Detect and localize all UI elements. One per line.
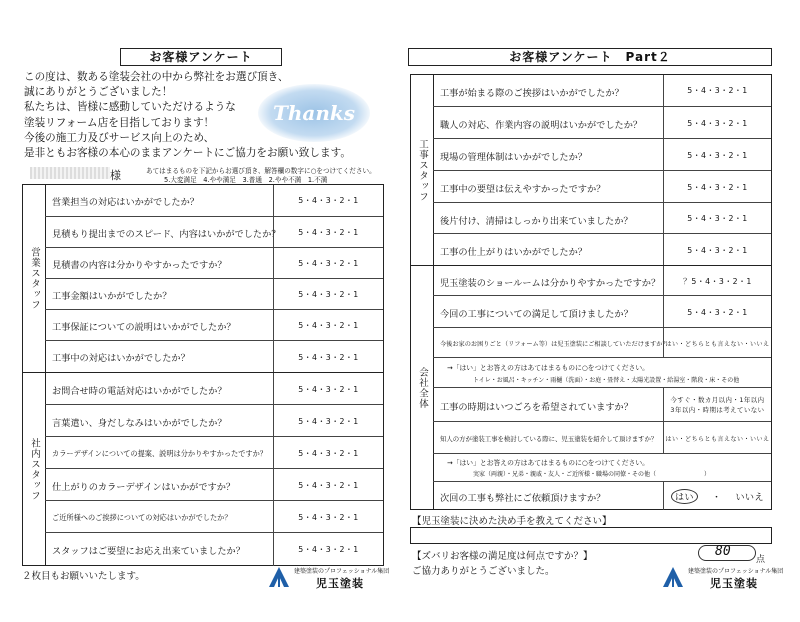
question-text: 工事金額はいかがでしたか？ [52,291,172,302]
question-text: 今回の工事についての満足して頂けましたか？ [440,309,633,320]
timing-option[interactable]: 今すぐ・数カ月以内・1年以内 [670,396,765,404]
intro-line: 今後の施工力及びサービス向上のため、 [24,131,215,144]
question-text: 知人の方が塗装工事を検討している際に、児玉塗装を紹介して頂けますか？ [440,435,658,443]
question-text: 後片付け、清掃はしっかり出来ていましたか？ [440,216,633,227]
question-row [45,278,383,310]
rating-options[interactable]: 5・4・3・2・1 [273,501,383,533]
yes-no-options[interactable] [663,482,771,510]
note-row [433,453,771,482]
question-text: 工事の仕上がりはいかがでしたか？ [440,247,587,258]
logo-tagline: 建築塗装のプロフェッショナル集団 [688,568,784,575]
section-label-office: 社内スタッフ [23,372,46,566]
score-question: 【ズバリお客様の満足度は何点ですか？】 [412,551,593,562]
question-row [45,247,383,279]
rating-options[interactable]: 5・4・3・2・1 [663,107,771,139]
survey-page-2 [400,0,800,622]
answer-options[interactable]: はい・どちらとも言えない・いいえ [663,422,771,454]
company-mark-icon [662,566,684,588]
question-row [433,106,771,139]
note-options[interactable]: 実家（両親）・兄弟・親戚・友人・ご近所様・職場の同僚・その他（ ） [473,471,711,478]
rating-options[interactable]: 5・4・3・2・1 [273,341,383,373]
rating-options[interactable]: 5・4・3・2・1 [273,310,383,341]
question-text: カラーデザインについての提案、説明は分かりやすかったですか？ [52,449,267,458]
rating-options[interactable]: 5・4・3・2・1 [663,203,771,234]
score-value: 80 [715,544,731,559]
question-row [45,309,383,341]
question-row [433,170,771,203]
question-row [433,295,771,328]
separator: ・ [711,492,722,503]
rating-options[interactable]: 5・4・3・2・1 [273,248,383,279]
logo-name: 児玉塗装 [710,577,758,590]
question-text: 営業担当の対応はいかがでしたか？ [52,197,199,208]
logo-tagline: 建築塗装のプロフェッショナル集団 [294,568,390,575]
honorific: 様 [110,169,121,182]
question-text: スタッフはご要望にお応え出来ていましたか？ [52,546,245,557]
logo-name: 児玉塗装 [316,577,364,590]
rating-options[interactable]: 5・4・3・2・1 [663,171,771,203]
question-row [45,436,383,469]
question-row [433,421,771,454]
answer-options[interactable]: はい・どちらとも言えない・いいえ [663,328,771,358]
question-text: 言葉遣い、身だしなみはいかがでしたか？ [52,418,227,429]
rating-options[interactable]: 5・4・3・2・1 [273,533,383,566]
question-text: 工事保証についての説明はいかがでしたか？ [52,322,236,333]
section-label-company: 会社全体 [411,265,434,510]
question-text: ご近所様へのご挨拶についての対応はいかがでしたか？ [52,513,232,522]
rating-scale-legend: 5.大変満足 4.やや満足 3.普通 2.やや不満 1.不満 [164,176,328,184]
score-unit: 点 [756,555,766,565]
rating-options[interactable]: 5・4・3・2・1 [663,296,771,328]
question-row [45,500,383,533]
decision-answer-box[interactable] [410,527,772,544]
no-option[interactable]: いいえ [735,492,765,503]
page-title: お客様アンケート [120,48,282,66]
score-answer-box[interactable] [698,545,756,561]
intro-line: この度は、数ある塗装会社の中から弊社をお選び頂き、 [24,71,289,83]
question-text: お問合せ時の電話対応はいかがでしたか？ [52,386,227,397]
question-row [433,75,771,106]
question-row [45,340,383,373]
intro-line: 私たちは、皆様に感動していただけるような [24,101,236,114]
page-title: お客様アンケート Part２ [408,48,772,66]
question-text: 児玉塗装のショールームは分かりやすかったですか？ [440,278,661,289]
survey-table-2 [410,74,772,510]
yes-option[interactable]: はい [671,489,698,504]
question-row [433,481,771,510]
question-row [433,327,771,358]
rating-options[interactable]: 5・4・3・2・1 [663,75,771,106]
rating-options[interactable]: 5・4・3・2・1 [273,405,383,437]
question-text: 職人の対応、作業内容の説明はいかがでしたか？ [440,120,643,131]
question-row [433,233,771,266]
question-text: 工事の時期はいつごろを希望されていますか？ [440,402,633,413]
rating-options[interactable]: 5・4・3・2・1 [273,217,383,248]
question-text: 見積もり提出までのスピード、内容はいかがでしたか？ [52,229,281,240]
survey-table-1 [22,184,384,566]
note-options[interactable]: トイレ・お風呂・キッチン・雨樋（洗面）・お庭・畳替え・太陽光設置・給湯室・階段・床・その他 [473,377,740,384]
decision-heading: 【児玉塗装に決めた決め手を教えてください】 [412,516,612,527]
timing-option[interactable]: 3年以内・時期は考えていない [670,406,765,414]
rating-options[interactable]: 5・4・3・2・1 [273,437,383,469]
question-row [45,216,383,248]
timing-options[interactable] [663,388,771,422]
rating-options[interactable]: 5・4・3・2・1 [273,469,383,501]
rating-options[interactable]: 5・4・3・2・1 [273,373,383,405]
question-text: 次回の工事も弊社にご依頼頂けますか？ [440,493,606,504]
question-text: 工事中の対応はいかがでしたか？ [52,353,190,364]
question-row [433,387,771,422]
note-text: →「はい」とお答えの方はあてはまるものに○をつけてください。 [447,364,649,372]
question-text: 現場の管理体制はいかがでしたか？ [440,152,587,163]
footer-note: ２枚目もお願いいたします。 [22,571,145,582]
question-text: 工事が始まる際のご挨拶はいかがでしたか？ [440,88,624,99]
customer-name-redacted [30,167,110,179]
question-text: 工事中の要望は伝えやすかったですか？ [440,184,606,195]
intro-line: 是非ともお客様の本心のままアンケートにご協力をお願い致します。 [24,147,351,160]
rating-options[interactable]: 5・4・3・2・1 [273,279,383,310]
question-row [433,138,771,171]
section-label-sales: 営業スタッフ [23,185,46,372]
rating-options[interactable]: 5・4・3・2・1 [663,139,771,171]
section-label-work: 工事スタッフ [411,75,434,265]
thanks-line: ご協力ありがとうございました。 [412,566,555,577]
question-text: 見積書の内容は分かりやすかったですか？ [52,260,227,271]
question-text: 今後お家のお困りごと（リフォーム等）は児玉塗装にご相談していただけますか？ [440,341,669,348]
rating-options[interactable]: 5・4・3・2・1 [663,234,771,266]
question-row [45,532,383,566]
question-row [433,265,771,296]
question-row [45,468,383,501]
question-row [433,202,771,234]
note-row [433,357,771,388]
question-text: 仕上がりのカラーデザインはいかがですか？ [52,482,236,493]
company-mark-icon [268,566,290,588]
question-row [45,185,383,216]
intro-line: 塗装リフォーム店を目指しております！ [24,116,215,129]
instruction-text: あてはまるものを下記からお選び頂き、解答欄の数字に○をつけてください。 [146,167,376,175]
thanks-watercolor-logo: Thanks [258,84,370,142]
intro-line: 誠にありがとうございました！ [24,86,173,99]
rating-options[interactable]: 5・4・3・2・1 [273,185,383,216]
question-row [45,404,383,437]
note-text: →「はい」とお答えの方はあてはまるものに○をつけてください。 [447,459,649,467]
rating-options[interactable]: ？5・4・3・2・1 [663,266,771,296]
question-row [45,372,383,405]
